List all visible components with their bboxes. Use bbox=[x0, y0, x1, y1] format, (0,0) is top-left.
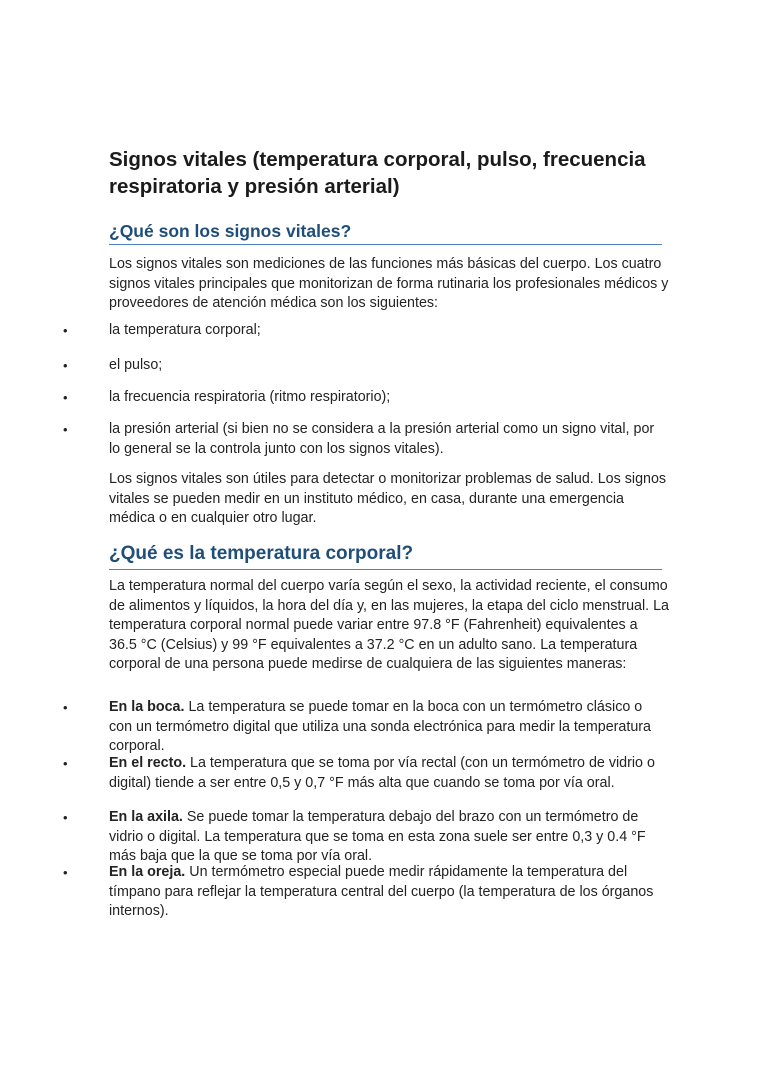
bullet-icon: • bbox=[63, 700, 68, 715]
list-item-armpit bbox=[109, 808, 669, 867]
list-item-respiratory-rate: la frecuencia respiratoria (ritmo respiratorio); bbox=[109, 389, 391, 405]
bullet-icon: • bbox=[63, 756, 68, 771]
list-item-blood-pressure: la presión arterial (si bien no se considera a la presión arterial como un signo vital, por lo general se la controla junto con los signos vitales). bbox=[109, 421, 655, 457]
list-item-rectum bbox=[109, 754, 669, 793]
bullet-icon: • bbox=[63, 422, 68, 437]
list-item-ear bbox=[109, 863, 669, 922]
list-item-label: En la axila. bbox=[109, 809, 183, 825]
bullet-icon: • bbox=[63, 865, 68, 880]
vital-signs-intro-paragraph: Los signos vitales son mediciones de las funciones más básicas del cuerpo. Los cuatro signos vitales principales que monitorizan de forma rutinaria los profesionales médicos y proveedores de atención médica son los siguientes: bbox=[109, 256, 669, 311]
vital-signs-outro-paragraph: Los signos vitales son útiles para detectar o monitorizar problemas de salud. Los signos vitales se pueden medir en un instituto médico, en casa, durante una emergencia médica o en cualquier otro lugar. bbox=[109, 471, 667, 526]
list-item-label: En la oreja. bbox=[109, 864, 186, 880]
bullet-icon: • bbox=[63, 390, 68, 405]
list-item-label: En la boca. bbox=[109, 699, 185, 715]
list-item-pulse: el pulso; bbox=[109, 357, 163, 373]
bullet-icon: • bbox=[63, 323, 68, 338]
section-heading-body-temperature: ¿Qué es la temperatura corporal? bbox=[109, 540, 662, 570]
list-item-label: En el recto. bbox=[109, 755, 187, 771]
list-item-temperature: la temperatura corporal; bbox=[109, 322, 261, 338]
list-item-body: La temperatura se puede tomar en la boca con un termómetro clásico o con un termómetro digital que utiliza una sonda electrónica para medir la temperatura corporal. bbox=[109, 699, 651, 754]
list-item-body: Un termómetro especial puede medir rápidamente la temperatura del tímpano para reflejar la temperatura central del cuerpo (la temperatura de los órganos internos). bbox=[109, 864, 654, 919]
list-item-body: La temperatura que se toma por vía rectal (con un termómetro de vidrio o digital) tiende a ser entre 0,5 y 0,7 °F más alta que cuando se toma por vía oral. bbox=[109, 755, 655, 791]
section-heading-vital-signs: ¿Qué son los signos vitales? bbox=[109, 219, 662, 245]
list-item-body: Se puede tomar la temperatura debajo del brazo con un termómetro de vidrio o digital. La temperatura que se toma en esta zona suele ser entre 0,3 y 0.4 °F más baja que la que se toma por vía oral. bbox=[109, 809, 646, 864]
bullet-icon: • bbox=[63, 358, 68, 373]
list-item-mouth bbox=[109, 698, 669, 757]
document-title: Signos vitales (temperatura corporal, pulso, frecuencia respiratoria y presión arterial) bbox=[109, 148, 646, 198]
body-temperature-intro-paragraph: La temperatura normal del cuerpo varía según el sexo, la actividad reciente, el consumo de alimentos y líquidos, la hora del día y, en las mujeres, la etapa del ciclo menstrual. La temperatura corporal normal puede variar entre 97.8 °F (Fahrenheit) equivalentes a 36.5 °C (Celsius) y 99 °F equivalentes a 37.2 °C en un adulto sano. La temperatura corporal de una persona puede medirse de cualquiera de las siguientes maneras: bbox=[109, 578, 670, 672]
bullet-icon: • bbox=[63, 810, 68, 825]
